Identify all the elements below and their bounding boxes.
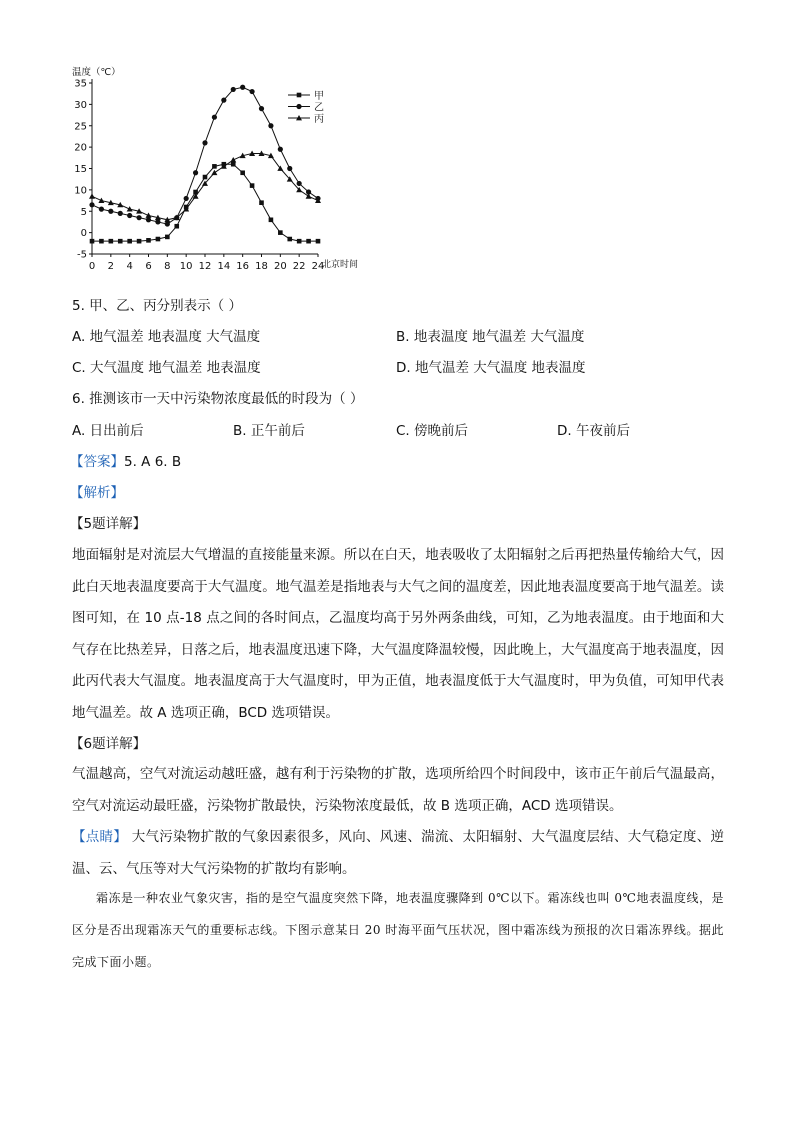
series-0-point bbox=[287, 237, 292, 242]
series-2-point bbox=[89, 193, 95, 198]
y-axis-label: 温度（℃） bbox=[72, 67, 121, 78]
series-1-point bbox=[155, 219, 160, 224]
y-tick-label: 25 bbox=[74, 121, 87, 133]
x-tick-label: 0 bbox=[88, 261, 96, 272]
q6-option-c[interactable]: C. 傍晚前后 bbox=[396, 423, 469, 439]
series-2-point bbox=[306, 193, 312, 198]
legend-marker-0 bbox=[297, 93, 302, 98]
analysis-tag: 【解析】 bbox=[70, 485, 124, 501]
detail6-tag: 【6题详解】 bbox=[70, 736, 147, 752]
answer-tag: 【答案】 bbox=[70, 454, 124, 470]
series-1-point bbox=[89, 202, 94, 207]
series-0-point bbox=[90, 239, 95, 244]
series-1-point bbox=[146, 217, 151, 222]
series-0-point bbox=[118, 239, 123, 244]
next-passage bbox=[72, 882, 724, 978]
y-tick-label: 20 bbox=[74, 142, 87, 154]
series-1-point bbox=[231, 87, 236, 92]
y-tick-label: 15 bbox=[74, 164, 87, 175]
q5-option-c[interactable]: C. 大气温度 地气温差 地表温度 bbox=[72, 360, 261, 376]
series-0-point bbox=[316, 239, 321, 244]
series-0-point bbox=[297, 239, 302, 244]
series-1-point bbox=[202, 140, 207, 145]
series-0-point bbox=[240, 170, 245, 175]
x-tick-label: 8 bbox=[164, 261, 171, 272]
series-0-point bbox=[203, 175, 208, 180]
q5-option-a[interactable]: A. 地气温差 地表温度 大气温度 bbox=[72, 329, 261, 345]
series-0-point bbox=[99, 239, 104, 244]
q5-stem: 5. 甲、乙、丙分别表示（ ） bbox=[72, 298, 242, 314]
series-0-point bbox=[146, 238, 151, 243]
series-2-point bbox=[146, 213, 152, 218]
series-0-point bbox=[174, 224, 179, 229]
series-0-point bbox=[127, 239, 132, 244]
series-0-point bbox=[231, 162, 236, 167]
x-tick-label: 4 bbox=[126, 261, 133, 272]
chart-svg bbox=[70, 64, 370, 274]
q6-stem: 6. 推测该市一天中污染物浓度最低的时段为（ ） bbox=[72, 391, 364, 407]
series-1-point bbox=[127, 213, 132, 218]
series-1-point bbox=[99, 207, 104, 212]
detail5-paragraph bbox=[72, 540, 724, 729]
series-2-point bbox=[127, 206, 133, 211]
x-tick-label: 22 bbox=[292, 261, 306, 272]
x-tick-label: 14 bbox=[217, 261, 231, 272]
series-1-point bbox=[118, 211, 123, 216]
series-0-point bbox=[109, 239, 114, 244]
answer-text: 5. A 6. B bbox=[124, 454, 182, 470]
series-0-point bbox=[212, 164, 217, 169]
y-tick-label: 30 bbox=[74, 99, 87, 111]
y-tick-label: -5 bbox=[77, 249, 87, 261]
series-1-point bbox=[278, 147, 283, 152]
series-0-point bbox=[259, 200, 264, 205]
detail5-tag: 【5题详解】 bbox=[70, 516, 147, 532]
series-0-point bbox=[306, 239, 311, 244]
series-1-point bbox=[136, 215, 141, 220]
x-tick-label: 16 bbox=[236, 261, 250, 272]
series-0-point bbox=[137, 239, 142, 244]
x-tick-label: 2 bbox=[107, 261, 115, 272]
series-1-point bbox=[287, 166, 292, 171]
series-line-2 bbox=[92, 154, 318, 220]
series-1-point bbox=[240, 85, 245, 90]
answer-line bbox=[70, 452, 181, 472]
series-1-point bbox=[193, 170, 198, 175]
series-1-point bbox=[259, 106, 264, 111]
next-passage-text: 霜冻是一种农业气象灾害，指的是空气温度突然下降，地表温度骤降到 0℃以下。霜冻线也叫 0℃地表温度线，是区分是否出现霜冻天气的重要标志线。下图示意某日 20 时海平面气压状况，图中霜冻线为预报的次日霜冻界线。据此完成下面小题。 bbox=[72, 891, 724, 969]
series-2-point bbox=[211, 170, 217, 175]
series-0-point bbox=[269, 218, 274, 223]
series-1-point bbox=[297, 181, 302, 186]
q5-option-b[interactable]: B. 地表温度 地气温差 大气温度 bbox=[396, 329, 585, 345]
series-0-point bbox=[278, 230, 283, 235]
y-tick-label: 10 bbox=[74, 185, 87, 197]
series-line-1 bbox=[92, 87, 318, 224]
series-1-point bbox=[184, 196, 189, 201]
series-1-point bbox=[268, 123, 273, 128]
detail6-paragraph bbox=[72, 759, 724, 822]
x-tick-label: 6 bbox=[145, 261, 152, 272]
detail6-text: 气温越高，空气对流运动越旺盛，越有利于污染物的扩散，选项所给四个时间段中，该市正午前后气温最高，空气对流运动最旺盛，污染物扩散最快，污染物浓度最低，故 B 选项正确，ACD 选项错误。 bbox=[72, 766, 724, 814]
series-0-point bbox=[156, 237, 161, 242]
q6-option-a[interactable]: A. 日出前后 bbox=[72, 423, 144, 439]
x-tick-label: 18 bbox=[255, 261, 268, 272]
tip-text: 大气污染物扩散的气象因素很多，风向、风速、湍流、太阳辐射、大气温度层结、大气稳定度、逆温、云、气压等对大气污染物的扩散均有影响。 bbox=[72, 829, 724, 877]
y-tick-label: 35 bbox=[74, 78, 87, 90]
series-1-point bbox=[212, 115, 217, 120]
series-1-point bbox=[249, 89, 254, 94]
series-0-point bbox=[165, 235, 170, 240]
series-1-point bbox=[165, 221, 170, 226]
tip-tag: 【点睛】 bbox=[72, 829, 128, 845]
q6-option-d[interactable]: D. 午夜前后 bbox=[557, 423, 630, 439]
legend-label-0: 甲 bbox=[314, 91, 324, 102]
legend-label-1: 乙 bbox=[314, 102, 324, 114]
q5-option-d[interactable]: D. 地气温差 大气温度 地表温度 bbox=[396, 360, 586, 376]
q6-option-b[interactable]: B. 正午前后 bbox=[233, 423, 305, 439]
x-tick-label: 20 bbox=[273, 261, 287, 272]
legend-label-2: 丙 bbox=[314, 114, 324, 125]
series-2-point bbox=[230, 157, 236, 162]
series-1-point bbox=[221, 98, 226, 103]
series-1-point bbox=[108, 209, 113, 214]
detail5-text: 地面辐射是对流层大气增温的直接能量来源。所以在白天，地表吸收了太阳辐射之后再把热量传输给大气，因此白天地表温度要高于大气温度。地气温差是指地表与大气之间的温度差，因此地表温度要高于地气温差。读图可知，在 10 点-18 点之间的各时间点，乙温度均高于另外两条曲线，可知，乙为地表温度。由于地面和大气存在比热差异，日落之后，地表温度迅速下降，大气温度降温较慢，因此晚上，大气温度高于地表温度，因此丙代表大气温度。地表温度高于大气温度时，甲为正值，地表温度低于大气温度时，甲为负值，可知甲代表地气温差。故 A 选项正确，BCD 选项错误。 bbox=[72, 547, 724, 721]
series-0-point bbox=[250, 183, 255, 188]
x-axis-label: 北京时间 bbox=[322, 260, 359, 270]
tip-paragraph bbox=[72, 822, 724, 885]
y-tick-label: 0 bbox=[80, 228, 87, 240]
x-tick-label: 10 bbox=[179, 261, 193, 272]
legend-marker-1 bbox=[296, 104, 301, 109]
series-2-point bbox=[98, 198, 104, 203]
x-tick-label: 24 bbox=[311, 261, 325, 272]
x-tick-label: 12 bbox=[198, 261, 212, 272]
temperature-chart bbox=[70, 64, 370, 274]
y-tick-label: 5 bbox=[80, 206, 87, 218]
